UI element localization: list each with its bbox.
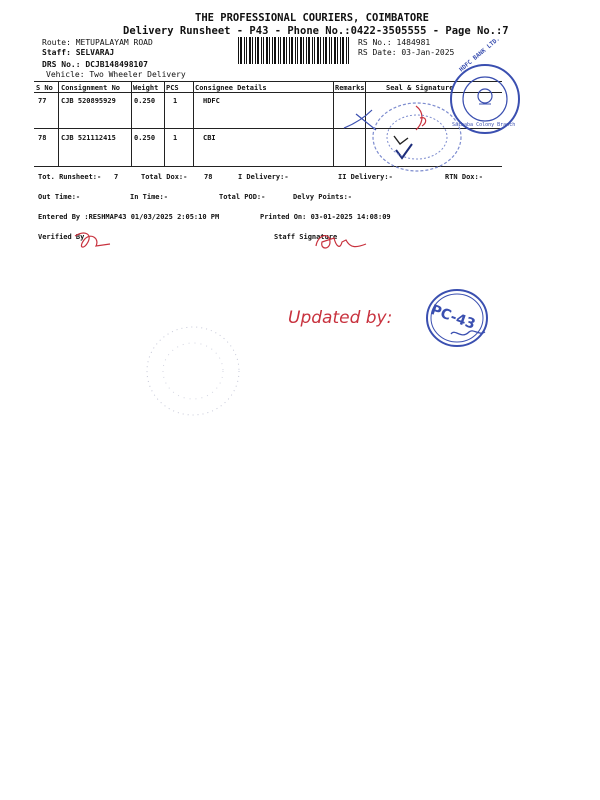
pc-stamp-text: PC-43 [428, 302, 478, 333]
barcode-bar [312, 37, 313, 64]
total-dox-label: Total Dox:- [141, 173, 188, 181]
barcode-bar [295, 37, 296, 64]
barcode-bar [246, 37, 247, 64]
col-header-sno: S No [36, 84, 53, 92]
table-row-sno: 77 [38, 97, 47, 105]
faint-seal [370, 100, 464, 174]
staff-signature [310, 228, 370, 256]
table-row-consignment: CJB 520895929 [61, 97, 116, 105]
entered-by: Entered By :RESHMAP43 01/03/2025 2:05:10 PM [38, 213, 220, 221]
verified-by-label: Verified By [38, 233, 85, 241]
barcode-bar [283, 37, 285, 64]
barcode-bar [337, 37, 338, 64]
barcode-bar [289, 37, 290, 64]
barcode-bar [297, 37, 298, 64]
tot-runsheet-value: 7 [114, 173, 119, 181]
barcode-bar [303, 37, 304, 64]
barcode-bar [346, 37, 347, 64]
barcode-bar [348, 37, 349, 64]
tot-runsheet-label: Tot. Runsheet:- [38, 173, 102, 181]
company-title: THE PROFESSIONAL COURIERS, COIMBATORE [195, 12, 429, 24]
rtn-dox: RTN Dox:- [445, 173, 483, 181]
barcode-bar [240, 37, 242, 64]
barcode-bar [266, 37, 268, 64]
barcode-bar [308, 37, 310, 64]
table-row-weight: 0.250 [134, 134, 156, 142]
barcode-bar [334, 37, 336, 64]
barcode-bar [249, 37, 251, 64]
bank-stamp-sub: Saibaba Colony Branch [452, 122, 516, 128]
route-text: Route: METUPALAYAM ROAD [42, 38, 153, 47]
barcode-bar [286, 37, 287, 64]
barcode-bar [306, 37, 307, 64]
drs-number: DRS No.: DCJB148498107 [42, 60, 148, 69]
barcode-bar [342, 37, 344, 64]
barcode-bar [238, 37, 239, 64]
barcode-bar [323, 37, 324, 64]
in-time: In Time:- [130, 193, 168, 201]
bank-stamp-text: HDFC BANK LTD. [458, 35, 502, 74]
delvy-points: Delvy Points:- [293, 193, 353, 201]
table-row-pcs: 1 [173, 134, 178, 142]
col-divider [193, 81, 194, 166]
handwritten-note: Updated by: [288, 308, 393, 328]
table-top-border [34, 81, 502, 82]
faint-round-stamp [145, 325, 241, 417]
barcode-bar [272, 37, 273, 64]
ii-delivery: II Delivery:- [338, 173, 393, 181]
runsheet-title: Delivery Runsheet - P43 - Phone No.:0422-3505555 - Page No.:7 [123, 25, 509, 37]
verified-signature [70, 228, 120, 256]
rs-number: RS No.: 1484981 [358, 38, 431, 47]
col-header-seal: Seal & Signature [386, 84, 454, 92]
barcode-bar [317, 37, 319, 64]
barcode-bar [274, 37, 276, 64]
vehicle-text: Vehicle: Two Wheeler Delivery [46, 70, 186, 79]
table-row-sno: 78 [38, 134, 47, 142]
col-divider [164, 81, 165, 166]
staff-signature-label: Staff Signature [274, 233, 338, 241]
table-row-pcs: 1 [173, 97, 178, 105]
barcode-bar [261, 37, 262, 64]
barcode-bar [257, 37, 259, 64]
col-divider [58, 81, 59, 166]
table-row-consignee: CBI [203, 134, 216, 142]
col-header-pcs: PCS [166, 84, 179, 92]
barcode-bar [329, 37, 330, 64]
total-pod: Total POD:- [219, 193, 266, 201]
barcode-bar [320, 37, 321, 64]
col-divider [333, 81, 334, 166]
barcode-bar [325, 37, 327, 64]
printed-on: Printed On: 03-01-2025 14:08:09 [260, 213, 391, 221]
i-delivery: I Delivery:- [238, 173, 289, 181]
col-header-consignment: Consignment No [61, 84, 121, 92]
table-row-weight: 0.250 [134, 97, 156, 105]
barcode-bar [255, 37, 256, 64]
table-row-consignment: CJB 521112415 [61, 134, 116, 142]
col-header-consignee: Consignee Details [195, 84, 267, 92]
barcode-bar [244, 37, 245, 64]
table-header-border [34, 92, 502, 93]
barcode-bar [340, 37, 341, 64]
out-time: Out Time:- [38, 193, 81, 201]
barcode-bar [269, 37, 270, 64]
barcode-bar [300, 37, 302, 64]
col-divider [131, 81, 132, 166]
barcode-bar [252, 37, 253, 64]
table-row-consignee: HDFC [203, 97, 220, 105]
staff-text: Staff: SELVARAJ [42, 48, 115, 57]
barcode-bar [263, 37, 264, 64]
barcode-image [238, 37, 352, 64]
barcode-bar [331, 37, 332, 64]
barcode-bar [291, 37, 293, 64]
col-header-weight: Weight [133, 84, 159, 92]
barcode-bar [314, 37, 315, 64]
barcode-bar [280, 37, 281, 64]
barcode-bar [278, 37, 279, 64]
rs-date: RS Date: 03-Jan-2025 [358, 48, 455, 57]
total-dox-value: 78 [204, 173, 213, 181]
col-header-remarks: Remarks [335, 84, 365, 92]
